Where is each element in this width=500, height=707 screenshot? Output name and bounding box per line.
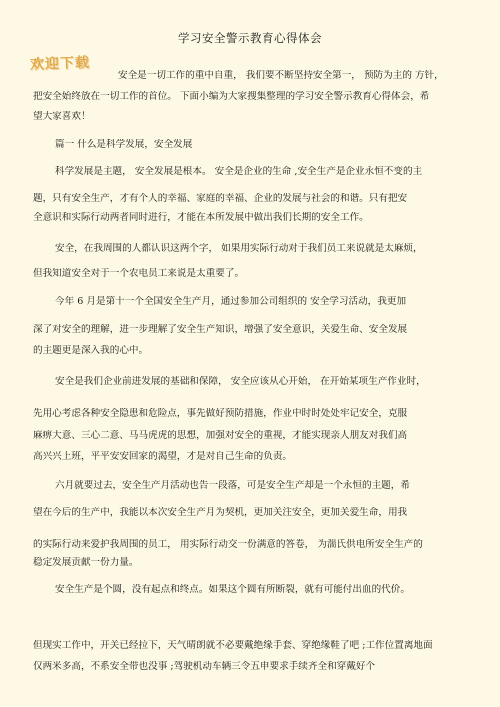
paragraph-line: 把安全始终放在一切工作的首位。 下面小编为大家搜集整理的学习安全警示教育心得体会，希 [33, 91, 430, 102]
paragraph-line: 的主题更是深入我的心中。 [33, 345, 149, 356]
paragraph-line: 六月就要过去，安全生产月活动也告一段落，可是安全生产却是一个永恒的主题，希 [55, 480, 410, 491]
paragraph-line: 麻痹大意、三心二意、马马虎虎的思想，加强对安全的重视，才能实现亲人朋友对我们高 [33, 430, 408, 441]
paragraph-line: 先用心考虑各种安全隐患和危险点，事先做好预防措施，作业中时时处处牢记安全，克服 [33, 408, 408, 419]
paragraph-line: 科学发展是主题， 安全发展是根本。 安全是企业的生命 ,安全生产是企业永恒不变的主 [55, 166, 423, 177]
paragraph-line: 望在今后的生产中，我能以本次安全生产月为契机，更加关注安全，更加关爱生命，用我 [33, 507, 408, 518]
section-heading: 篇一 什么是科学发展，安全发展 [55, 139, 193, 150]
paragraph-line: 但我知道安全对于一个农电员工来说是太重要了。 [33, 268, 245, 279]
paragraph-line: 安全，在我周围的人都认识这两个字， 如果用实际行动对于我们员工来说就是太麻烦， [55, 243, 423, 254]
paragraph-line: 但现实工作中，开关已经拉下，天气晴朗就不必要戴绝缘手套、穿绝缘鞋了吧 ;工作位置离地面 [33, 640, 433, 651]
paragraph-line: 全意识和实际行动两者同时进行，才能在本所发展中做出我们长期的安全工作。 [33, 212, 369, 223]
document-title: 学习安全警示教育心得体会 [178, 31, 322, 45]
paragraph-line: 今年 6 月是第十一个全国安全生产月，通过参加公司组织的 安全学习活动，我更加 [55, 296, 407, 307]
paragraph-line: 仅两米多高，不系安全带也没事 ;驾驶机动车辆三令五申要求手续齐全和穿戴好个 [33, 661, 376, 672]
paragraph-line: 安全生产是个圆，没有起点和终点。如果这个圆有所断裂，就有可能付出血的代价。 [55, 584, 410, 595]
watermark-stamp: 欢迎下载 [29, 54, 91, 74]
paragraph-line: 深了对安全的理解，进一步理解了安全生产知识，增强了安全意识，关爱生命、安全发展 [33, 324, 408, 335]
paragraph-line: 的实际行动来爱护我周围的员工， 用实际行动交一份满意的答卷， 为湍氏供电所安全生产的 [33, 539, 423, 550]
paragraph-line: 安全是我们企业前进发展的基础和保障， 安全应该从心开始， 在开始某项生产作业时， [55, 376, 426, 387]
paragraph-line: 稳定发展贡献一份力量。 [33, 557, 139, 568]
paragraph-line: 望大家喜欢！ [33, 111, 91, 122]
paragraph-line: 题，只有安全生产，才有个人的幸福、家庭的幸福、企业的发展与社会的和谐。只有把安 [33, 193, 408, 204]
paragraph-line: 高兴兴上班，平平安安回家的渴望，才是对自己生命的负责。 [33, 451, 293, 462]
paragraph-line: 安全是一切工作的重中自重， 我们要不断坚持安全第一， 预防为主的 方针， [118, 70, 444, 81]
